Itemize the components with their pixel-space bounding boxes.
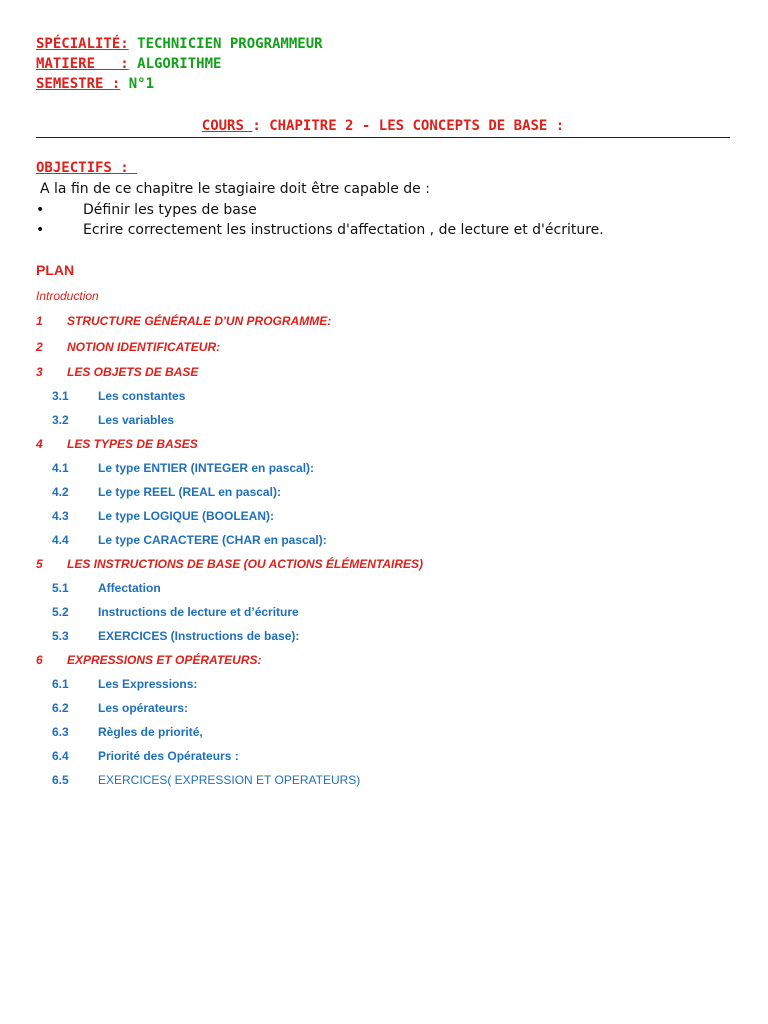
toc-number: 3.1 bbox=[52, 389, 69, 403]
objectives-title: OBJECTIFS : bbox=[36, 160, 138, 176]
bullet-icon: • bbox=[36, 222, 45, 238]
toc-number: 6.3 bbox=[52, 725, 69, 739]
toc-label: Instructions de lecture et d’écriture bbox=[98, 605, 299, 619]
semestre-line bbox=[36, 76, 154, 92]
toc-number: 4 bbox=[36, 437, 43, 451]
toc-label: Le type REEL (REAL en pascal): bbox=[98, 485, 281, 499]
toc-label: STRUCTURE GÉNÉRALE D'UN PROGRAMME: bbox=[67, 314, 332, 328]
toc-number: 4.4 bbox=[52, 533, 69, 547]
matiere-value: ALGORITHME bbox=[128, 56, 222, 72]
objective-text: Ecrire correctement les instructions d'affectation , de lecture et d'écriture. bbox=[83, 222, 604, 238]
toc-label: Le type CARACTERE (CHAR en pascal): bbox=[98, 533, 327, 547]
toc-label: Le type ENTIER (INTEGER en pascal): bbox=[98, 461, 315, 475]
chapter-title: : CHAPITRE 2 - LES CONCEPTS DE BASE : bbox=[252, 118, 565, 134]
toc-number: 6 bbox=[36, 653, 43, 667]
toc-number: 5 bbox=[36, 557, 43, 571]
plan-title: PLAN bbox=[36, 262, 75, 278]
toc-label: EXERCICES (Instructions de base): bbox=[98, 629, 300, 643]
toc-label: NOTION IDENTIFICATEUR: bbox=[67, 340, 221, 354]
toc-number: 3 bbox=[36, 365, 43, 379]
objective-text: Définir les types de base bbox=[83, 202, 257, 218]
toc-number: 5.2 bbox=[52, 605, 69, 619]
toc-number: 4.2 bbox=[52, 485, 69, 499]
toc-label: Les variables bbox=[98, 413, 175, 427]
specialite-value: TECHNICIEN PROGRAMMEUR bbox=[128, 36, 323, 52]
matiere-line bbox=[36, 56, 221, 72]
toc-number: 5.1 bbox=[52, 581, 69, 595]
toc-label: Les Expressions: bbox=[98, 677, 198, 691]
course-title bbox=[36, 118, 730, 134]
toc-number: 1 bbox=[36, 314, 43, 328]
specialite-line bbox=[36, 36, 323, 52]
toc-label: Les opérateurs: bbox=[98, 701, 189, 715]
toc-number: 6.4 bbox=[52, 749, 69, 763]
toc-label: Les constantes bbox=[98, 389, 186, 403]
specialite-label: SPÉCIALITÉ: bbox=[36, 36, 129, 52]
toc-number: 3.2 bbox=[52, 413, 69, 427]
title-divider bbox=[36, 137, 730, 138]
toc-number: 4.1 bbox=[52, 461, 69, 475]
toc-number: 6.2 bbox=[52, 701, 69, 715]
toc-label: Priorité des Opérateurs : bbox=[98, 749, 239, 763]
semestre-value: N°1 bbox=[120, 76, 155, 92]
toc-label: Le type LOGIQUE (BOOLEAN): bbox=[98, 509, 275, 523]
toc-number: 4.3 bbox=[52, 509, 69, 523]
cours-label: COURS bbox=[201, 118, 253, 134]
toc-number: 6.1 bbox=[52, 677, 69, 691]
toc-label: Règles de priorité, bbox=[98, 725, 203, 739]
toc-label: EXERCICES( EXPRESSION ET OPERATEURS) bbox=[98, 773, 361, 787]
objectives-intro: A la fin de ce chapitre le stagiaire doit être capable de : bbox=[40, 181, 430, 197]
bullet-icon: • bbox=[36, 202, 45, 218]
toc-label: LES TYPES DE BASES bbox=[67, 437, 198, 451]
matiere-label: MATIERE : bbox=[36, 56, 129, 72]
toc-number: 6.5 bbox=[52, 773, 69, 787]
toc-label: Affectation bbox=[98, 581, 161, 595]
toc-label: LES OBJETS DE BASE bbox=[67, 365, 199, 379]
toc-introduction: Introduction bbox=[36, 289, 99, 303]
toc-label: EXPRESSIONS ET OPÉRATEURS: bbox=[67, 653, 262, 667]
toc-number: 2 bbox=[36, 340, 43, 354]
semestre-label: SEMESTRE : bbox=[36, 76, 121, 92]
toc-number: 5.3 bbox=[52, 629, 69, 643]
toc-label: LES INSTRUCTIONS DE BASE (OU ACTIONS ÉLÉMENTAIRES) bbox=[67, 557, 424, 571]
